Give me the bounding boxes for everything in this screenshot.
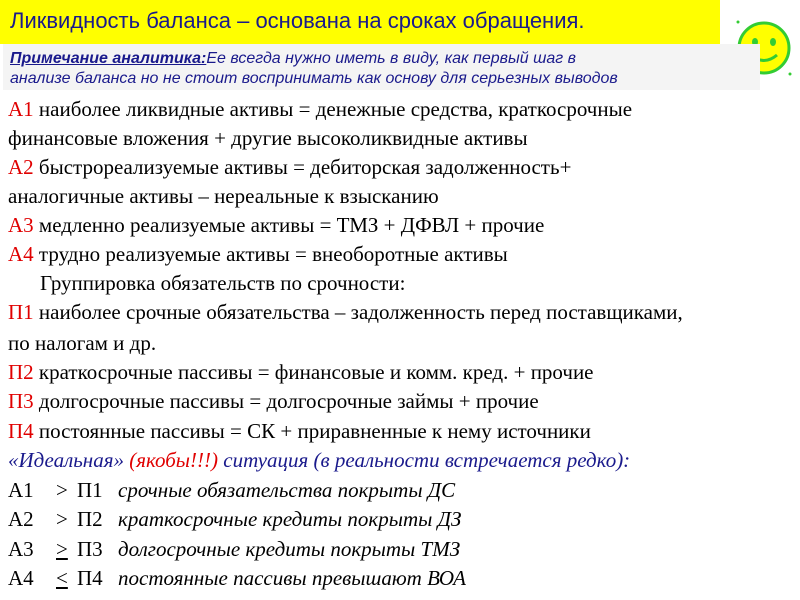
asset-a2 <box>8 154 571 180</box>
analyst-note-label: Примечание аналитика: <box>10 50 207 67</box>
analyst-note-line2: анализе баланса но не стоит воспринимать как основу для серьезных выводов <box>10 70 618 87</box>
ideal-label: «Идеальная» <box>8 448 124 472</box>
asset-code: А4 <box>8 242 34 266</box>
comparison-desc: краткосрочные кредиты покрыты ДЗ <box>118 507 462 531</box>
comparison-right: П3 <box>77 537 103 561</box>
comparison-desc: срочные обязательства покрыты ДС <box>118 478 456 502</box>
slide-title: Ликвидность баланса – основана на сроках обращения. <box>10 8 585 33</box>
ideal-aside: (якобы!!!) <box>123 448 218 472</box>
comparison-op: < <box>56 566 68 590</box>
ideal-text: ситуация (в реальности встречается редко): <box>218 448 631 472</box>
asset-text: наиболее ликвидные активы = денежные средства, краткосрочные <box>33 97 633 121</box>
liability-text: краткосрочные пассивы = финансовые и комм. кред. + прочие <box>33 360 594 384</box>
liability-p3 <box>8 388 539 414</box>
comparison-op: > <box>56 537 68 561</box>
comparison-desc: долгосрочные кредиты покрыты ТМЗ <box>118 537 461 561</box>
liability-text: постоянные пассивы = СК + приравненные к нему источники <box>33 419 591 443</box>
asset-code: А1 <box>8 97 34 121</box>
liability-code: П1 <box>8 300 34 324</box>
ideal-situation <box>8 447 630 473</box>
liabilities-heading: Группировка обязательств по срочности: <box>40 271 406 295</box>
comparison-op: > <box>56 507 68 531</box>
comparison-right: П1 <box>77 478 103 502</box>
liability-p4 <box>8 418 591 444</box>
comparison-op: > <box>56 478 68 502</box>
asset-code: А3 <box>8 213 34 237</box>
comparison-left: А2 <box>8 507 34 531</box>
liability-p1 <box>8 299 683 325</box>
asset-a3 <box>8 212 544 238</box>
asset-text: медленно реализуемые активы = ТМЗ + ДФВЛ + прочие <box>33 213 545 237</box>
asset-a1-cont: финансовые вложения + другие высоколиквидные активы <box>8 126 528 150</box>
asset-text: трудно реализуемые активы = внеоборотные активы <box>33 242 508 266</box>
liability-code: П4 <box>8 419 34 443</box>
comparison-right: П2 <box>77 507 103 531</box>
asset-a4 <box>8 241 508 267</box>
asset-text: быстрореализуемые активы = дебиторская задолженность+ <box>33 155 572 179</box>
liability-code: П3 <box>8 389 34 413</box>
comparison-desc: постоянные пассивы превышают ВОА <box>118 566 466 590</box>
comparison-left: А1 <box>8 478 34 502</box>
liability-code: П2 <box>8 360 34 384</box>
liability-p2 <box>8 359 594 385</box>
asset-a1 <box>8 96 632 122</box>
comparison-right: П4 <box>77 566 103 590</box>
liability-p1-cont: по налогам и др. <box>8 331 157 355</box>
comparison-left: А3 <box>8 537 34 561</box>
asset-code: А2 <box>8 155 34 179</box>
comparison-left: А4 <box>8 566 34 590</box>
liability-text: долгосрочные пассивы = долгосрочные займы + прочие <box>33 389 539 413</box>
asset-a2-cont: аналогичные активы – нереальные к взысканию <box>8 184 439 208</box>
analyst-note-text: Ее всегда нужно иметь в виду, как первый шаг в <box>206 50 576 67</box>
analyst-note-line1 <box>10 50 576 68</box>
liability-text: наиболее срочные обязательства – задолженность перед поставщиками, <box>33 300 683 324</box>
